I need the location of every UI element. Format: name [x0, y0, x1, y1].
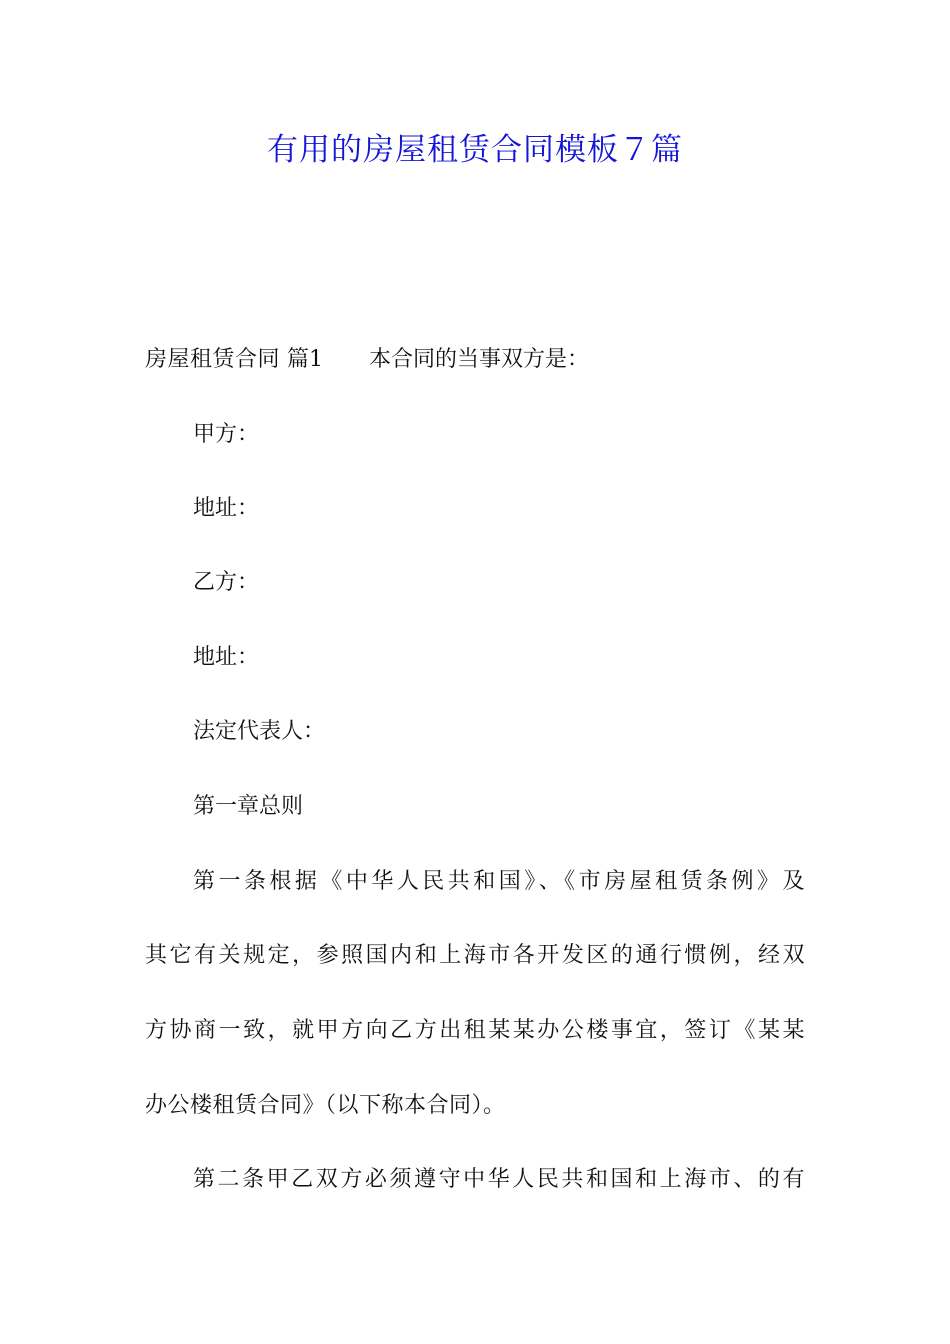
- contract-header-line: [145, 345, 805, 375]
- section-number: 篇1: [287, 347, 324, 372]
- article-1-line: 其它有关规定，参照国内和上海市各开发区的通行惯例，经双: [145, 943, 805, 968]
- document-title: 有用的房屋租赁合同模板７篇: [267, 132, 683, 168]
- party-a-field: 甲方：: [193, 422, 260, 447]
- party-b-field: 乙方：: [193, 570, 260, 595]
- section-label: 房屋租赁合同: [145, 347, 281, 372]
- party-b-address-field: 地址：: [193, 645, 260, 670]
- parties-intro: 本合同的当事双方是：: [369, 347, 590, 372]
- legal-representative-field: 法定代表人：: [193, 719, 326, 744]
- article-1-line: 方协商一致，就甲方向乙方出租某某办公楼事宜，签订《某某: [145, 1018, 805, 1043]
- chapter-heading: 第一章总则: [193, 794, 304, 819]
- article-1-line: 办公楼租赁合同》（以下称本合同）。: [145, 1093, 506, 1118]
- article-2-line: 第二条甲乙双方必须遵守中华人民共和国和上海市、的有: [193, 1167, 805, 1192]
- party-a-address-field: 地址：: [193, 496, 260, 521]
- article-1-line: 第一条根据《中华人民共和国》、《市房屋租赁条例》及: [193, 869, 805, 894]
